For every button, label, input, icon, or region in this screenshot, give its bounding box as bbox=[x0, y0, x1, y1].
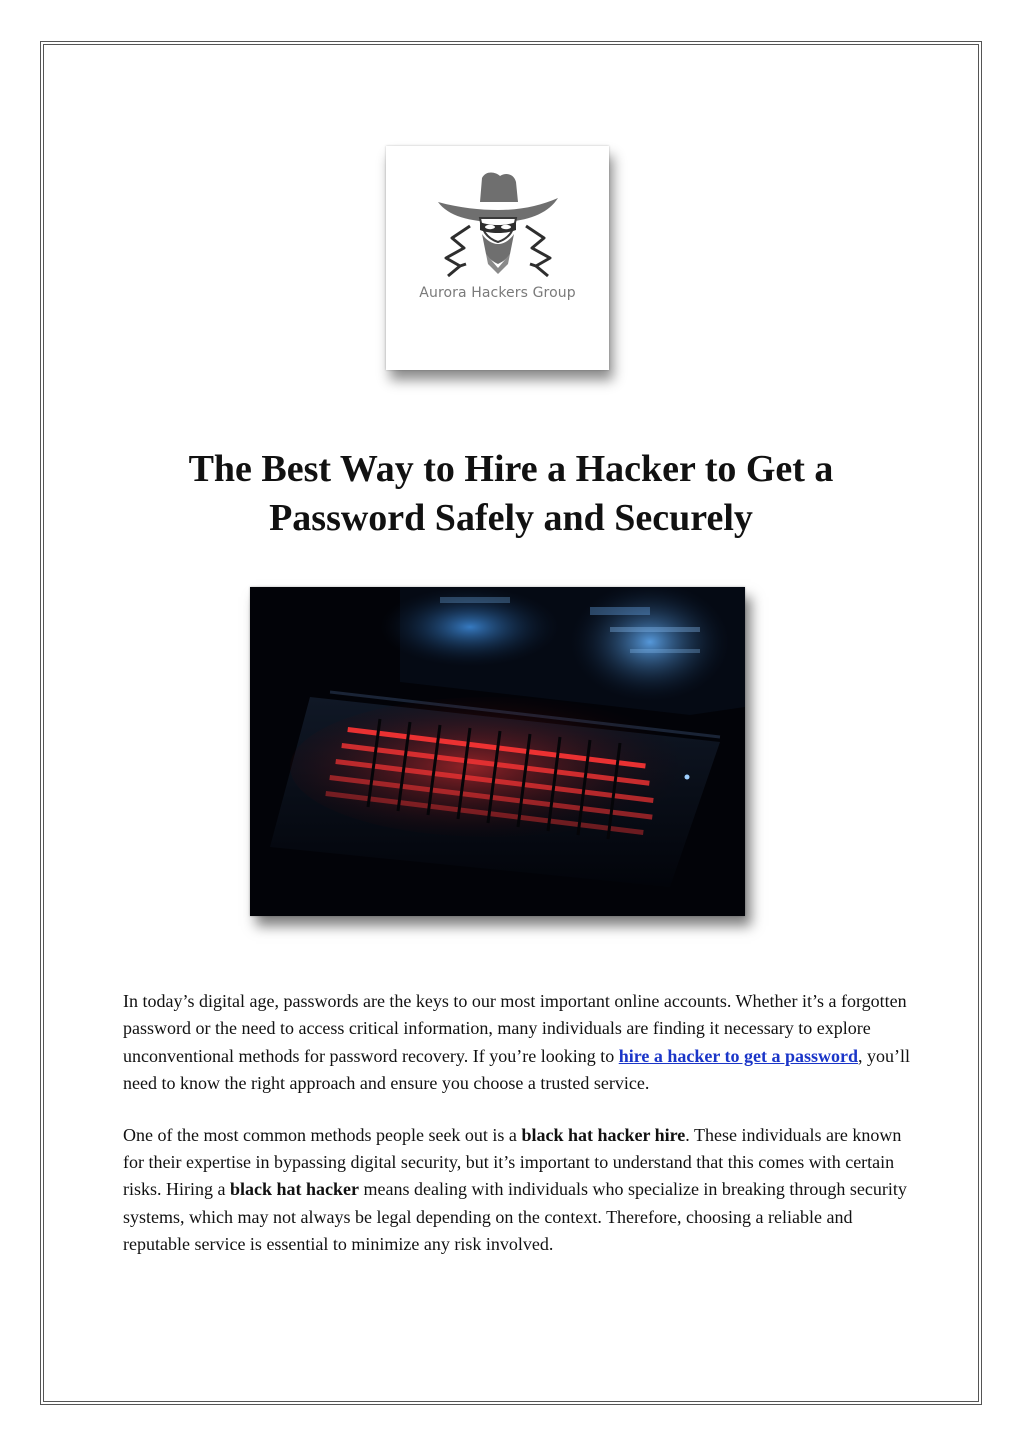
article-body bbox=[123, 988, 913, 1283]
paragraph-2-text-2: . These individuals are known for their expertise in bypassing digital security, but it’s important to understand that this comes with certain risks. Hiring a bbox=[123, 1124, 902, 1200]
page-title-line-2: Password Safely and Securely bbox=[269, 497, 753, 539]
logo-card bbox=[386, 146, 609, 370]
paragraph-1 bbox=[123, 988, 913, 1098]
paragraph-1-text-start: In today’s digital age, passwords are the keys to our most important online accounts. Whether it’s a forgotten password or the need to access critical information, many individuals are finding it necessary to explore unconventional methods for password recovery. If you’re looking to bbox=[123, 991, 907, 1066]
hire-hacker-link[interactable]: hire a hacker to get a password bbox=[618, 1045, 859, 1066]
paragraph-2-bold-2: black hat hacker bbox=[230, 1179, 360, 1200]
paragraph-1-text-end: , you’ll need to know the right approach and ensure you choose a trusted service. bbox=[123, 1045, 911, 1094]
paragraph-2-bold-1: black hat hacker hire bbox=[521, 1124, 686, 1145]
logo-text: Aurora Hackers Group bbox=[419, 285, 576, 301]
laptop-red-backlit-keyboard-photo bbox=[250, 587, 745, 916]
paragraph-2-text-1: One of the most common methods people seek out is a bbox=[123, 1124, 522, 1145]
masked-hacker-in-hat-icon bbox=[430, 168, 566, 280]
hero-image bbox=[250, 587, 745, 916]
page-title bbox=[100, 445, 922, 543]
paragraph-2 bbox=[123, 1122, 913, 1259]
page-title-line-1: The Best Way to Hire a Hacker to Get a bbox=[188, 448, 834, 490]
paragraph-2-text-3: means dealing with individuals who specialize in breaking through security systems, which may not always be legal depending on the context. Therefore, choosing a reliable and reputable service is essential to minimize any risk involved. bbox=[123, 1179, 907, 1255]
